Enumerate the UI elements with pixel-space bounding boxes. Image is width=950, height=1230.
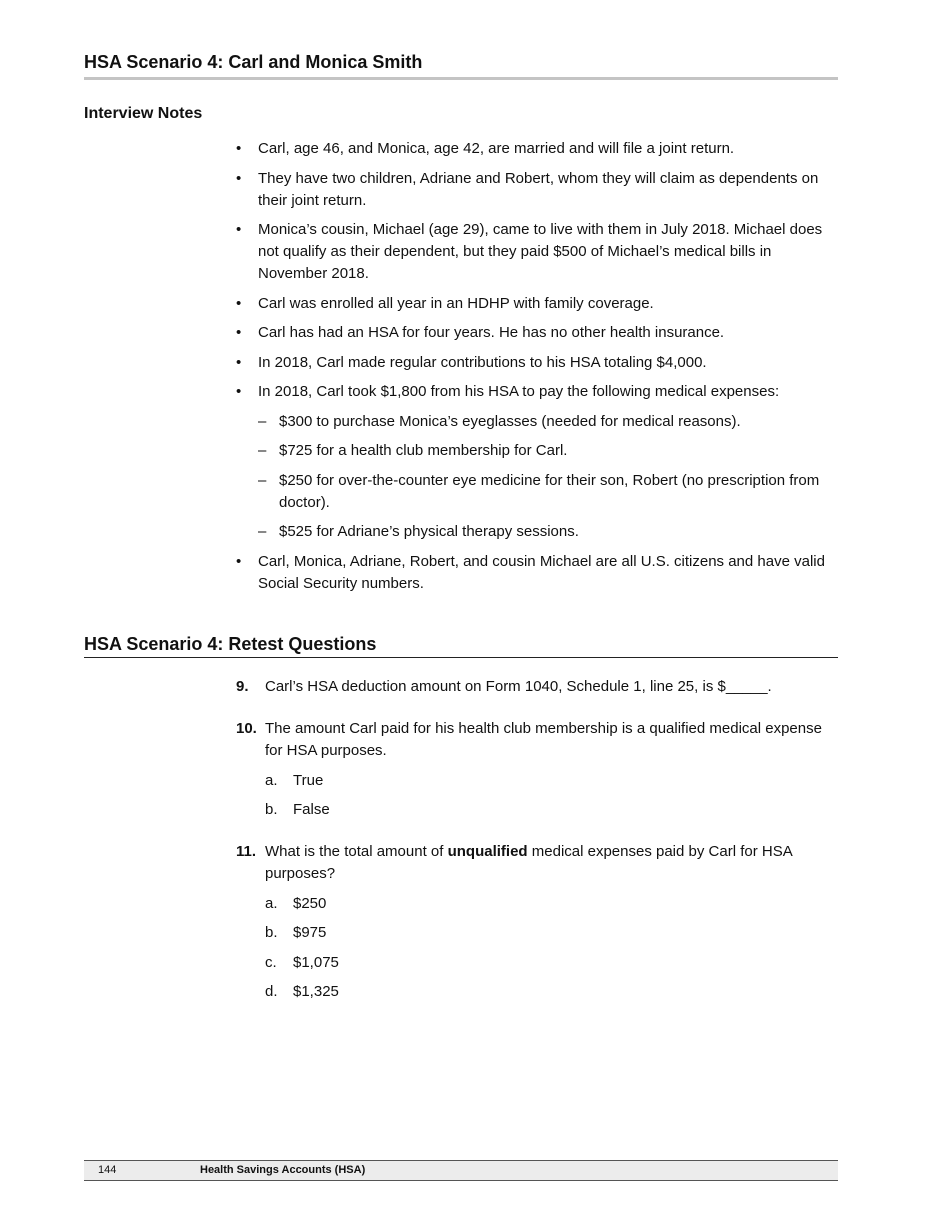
question-number: 9. bbox=[236, 678, 249, 695]
interview-notes-heading: Interview Notes bbox=[84, 105, 203, 122]
dash-icon: – bbox=[258, 412, 267, 430]
sub-list-item bbox=[258, 440, 840, 462]
list-item-text: They have two children, Adriane and Robert, whom they will claim as dependents on their joint return. bbox=[258, 169, 819, 209]
list-item-text: Monica’s cousin, Michael (age 29), came to live with them in July 2018. Michael does not qualify as their dependent, but they paid $500 of Michael’s medical bills in November 2018. bbox=[258, 221, 823, 282]
list-item-text: Carl, Monica, Adriane, Robert, and cousin Michael are all U.S. citizens and have valid Social Security numbers. bbox=[258, 552, 825, 592]
option-text: True bbox=[293, 771, 324, 789]
answer-options bbox=[265, 893, 840, 1004]
question-text-part: What is the total amount of bbox=[265, 843, 448, 860]
answer-option-a[interactable] bbox=[265, 893, 840, 915]
list-item bbox=[236, 381, 840, 543]
bullet-icon: • bbox=[236, 383, 242, 400]
answer-option-d[interactable] bbox=[265, 981, 840, 1003]
dash-icon: – bbox=[258, 523, 267, 540]
question-text bbox=[265, 843, 792, 882]
list-item bbox=[236, 322, 840, 344]
list-item bbox=[236, 293, 840, 315]
sub-list-item bbox=[258, 521, 840, 543]
list-item-text: Carl has had an HSA for four years. He has no other health insurance. bbox=[258, 324, 725, 341]
retest-questions-heading: HSA Scenario 4: Retest Questions bbox=[84, 634, 838, 658]
option-text: False bbox=[293, 801, 330, 818]
answer-option-b[interactable] bbox=[265, 922, 840, 944]
page-title: HSA Scenario 4: Carl and Monica Smith bbox=[84, 52, 838, 80]
bullet-icon: • bbox=[236, 324, 242, 341]
list-item-text: In 2018, Carl made regular contributions to his HSA totaling $4,000. bbox=[258, 353, 707, 371]
option-letter: a. bbox=[265, 894, 278, 912]
question-number: 10. bbox=[236, 720, 257, 737]
dash-icon: – bbox=[258, 442, 267, 459]
answer-options bbox=[265, 770, 840, 822]
list-item bbox=[236, 168, 840, 212]
list-item bbox=[236, 551, 840, 595]
footer-title: Health Savings Accounts (HSA) bbox=[200, 1164, 366, 1176]
answer-option-b[interactable] bbox=[265, 799, 840, 821]
list-item-text: Carl was enrolled all year in an HDHP with family coverage. bbox=[258, 294, 654, 312]
retest-questions bbox=[236, 676, 840, 1023]
interview-notes-list bbox=[236, 138, 840, 602]
option-text: $975 bbox=[293, 924, 327, 941]
question-11 bbox=[236, 841, 840, 1003]
bullet-icon: • bbox=[236, 552, 242, 570]
list-item bbox=[236, 219, 840, 285]
option-letter: d. bbox=[265, 983, 278, 1000]
question-9 bbox=[236, 676, 840, 698]
answer-option-c[interactable] bbox=[265, 952, 840, 974]
question-10 bbox=[236, 718, 840, 821]
bullet-icon: • bbox=[236, 221, 242, 238]
list-item bbox=[236, 138, 840, 160]
question-text-part: medical expenses paid by Carl for HSA purposes? bbox=[265, 843, 792, 882]
option-letter: a. bbox=[265, 771, 278, 789]
list-item bbox=[236, 352, 840, 374]
list-item-text: Carl, age 46, and Monica, age 42, are married and will file a joint return. bbox=[258, 140, 735, 157]
page-number: 144 bbox=[98, 1164, 117, 1176]
option-text: $1,325 bbox=[293, 983, 339, 1000]
question-text: Carl’s HSA deduction amount on Form 1040, Schedule 1, line 25, is $_____. bbox=[265, 678, 772, 695]
bullet-icon: • bbox=[236, 169, 242, 187]
bullet-icon: • bbox=[236, 140, 242, 157]
expense-sublist bbox=[258, 411, 840, 544]
question-number: 11. bbox=[236, 843, 257, 860]
answer-option-a[interactable] bbox=[265, 770, 840, 792]
list-item-text: In 2018, Carl took $1,800 from his HSA to pay the following medical expenses: bbox=[258, 383, 780, 400]
option-text: $250 bbox=[293, 894, 327, 912]
sub-list-item-text: $300 to purchase Monica’s eyeglasses (needed for medical reasons). bbox=[279, 412, 741, 430]
bullet-icon: • bbox=[236, 294, 242, 312]
sub-list-item bbox=[258, 411, 840, 433]
option-letter: c. bbox=[265, 953, 277, 971]
sub-list-item-text: $725 for a health club membership for Carl. bbox=[279, 442, 568, 459]
option-letter: b. bbox=[265, 801, 278, 818]
question-text: The amount Carl paid for his health club membership is a qualified medical expense for HSA purposes. bbox=[265, 720, 822, 759]
option-text: $1,075 bbox=[293, 953, 339, 971]
dash-icon: – bbox=[258, 471, 267, 489]
page-footer bbox=[84, 1160, 838, 1181]
sub-list-item bbox=[258, 470, 840, 514]
sub-list-item-text: $525 for Adriane’s physical therapy sessions. bbox=[279, 523, 579, 540]
bullet-icon: • bbox=[236, 353, 242, 371]
question-text-emphasis: unqualified bbox=[447, 843, 528, 860]
sub-list-item-text: $250 for over-the-counter eye medicine for their son, Robert (no prescription from doctor). bbox=[279, 471, 820, 511]
option-letter: b. bbox=[265, 924, 278, 941]
